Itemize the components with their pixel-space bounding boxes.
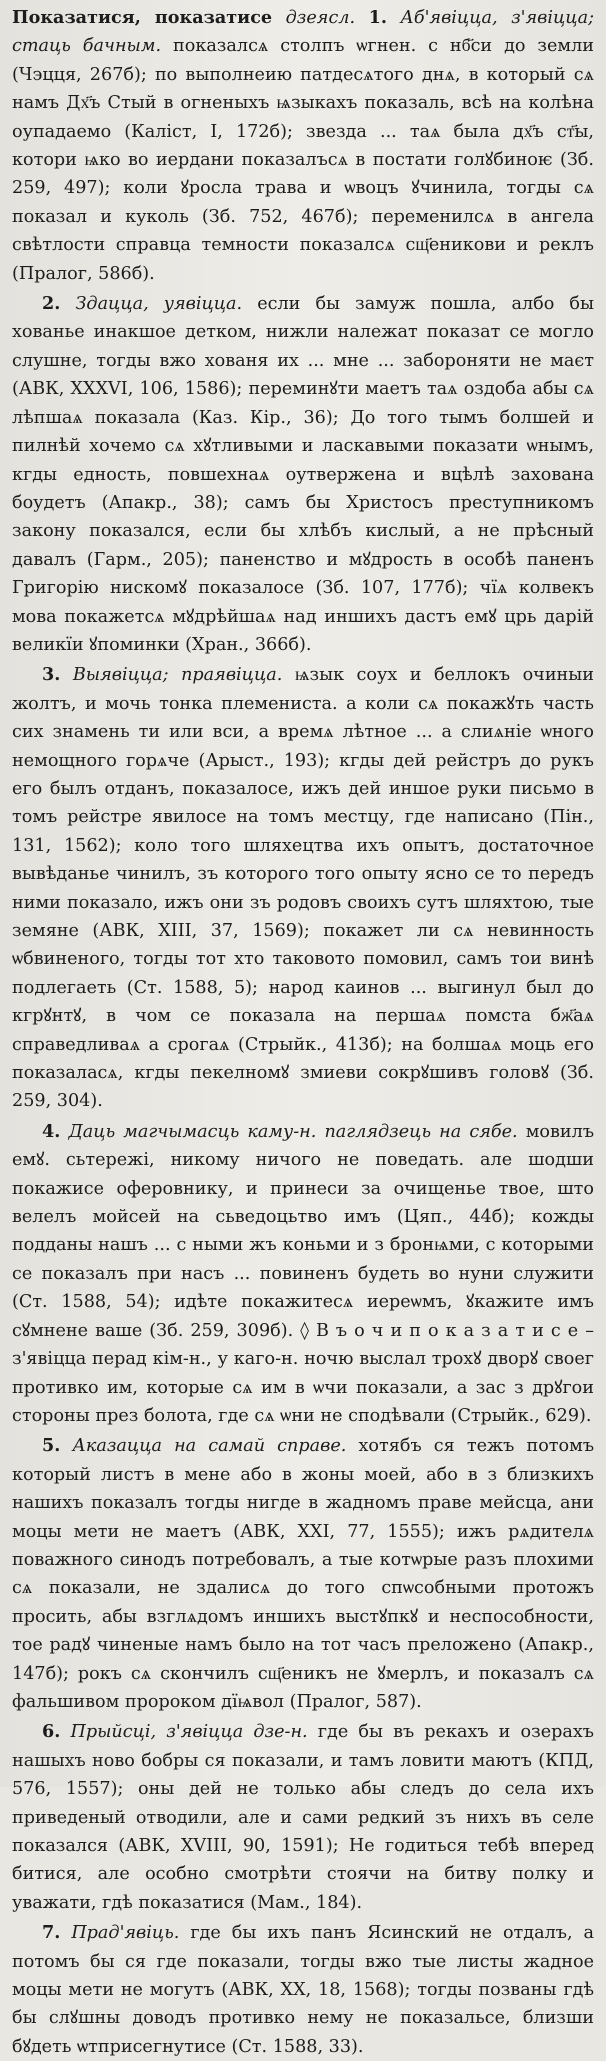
sense-gloss: Прыйсці, з'явіцца дзе-н.	[70, 1722, 308, 1743]
sense-gloss: Здацца, уявіцца.	[75, 294, 243, 315]
sense-text: если бы замуж пошла, албо бы хованье инакшое детком, нижли належат показат се могло слушне, тогды вжо хованя их ... мне ... забороняти не маєт (АВК, XXXVI, 106, 1586); переминꙋти маетъ таѧ оздоба абы сѧ лѣпшаѧ показала (Каз. Кір., 36); До того тымъ болшей и пилнѣй хочемо сѧ хꙋтливыми и ласкавыми показати ѡнымъ, кгды едность, повшехнаѧ оутвержена и вцѣлѣ захована боудетъ (Апакр., 38); самъ бы Христосъ преступникомъ закону показался, если бы хлѣбъ кислый, а не прѣсный давалъ (Гарм., 205); паненство и мꙋдрость в особѣ паненъ Григорію нискомꙋ показалосе (Зб. 107, 177б); чїѧ колвекъ мова покажетсѧ мꙋдрѣйшаѧ над иншихъ дастъ емꙋ црь дарій великїи ꙋпоминки (Хран., 366б).	[12, 294, 595, 655]
sense-text: хотябъ ся тежъ потомъ который листъ в мене або в жоны моей, або в з близкихъ нашихъ показалъ тогды нигде в жадномъ праве мейсца, ани моцы мети не маетъ (АВК, XXI, 77, 1555); ижъ рѧдителѧ поважного синодъ потребовалъ, а тые котѡрые разъ плохими сѧ показали, не здалисѧ до того спѡсобными протожъ просить, абы взглѧдомъ иншихъ выстꙋпкꙋ и неспособности, тое радꙋ чиненые намъ было на тот часъ преложено (Апакр., 147б); рокъ сѧ скончилъ сщ҃еникъ не ꙋмерлъ, и показалъ сѧ фальшивом пророком дїѩвол (Пралог, 587).	[12, 1436, 595, 1712]
grammar-label: дзеясл.	[285, 8, 356, 28]
sense-7	[12, 1919, 594, 2061]
sense-text: показалсѧ столпъ ѡгнен. с нб҃си до земли (Чэцця, 267б); по выполнеию патдесѧтого днѧ, в который сѧ намъ Дх҃ъ Стый в огненыхъ ѩзыкахъ показаль, всѣ на колѣна оупадаемо (Каліст, I, 172б); звезда ... таѧ была дх҃ъ ст҃ы, котори ѩко во иердани показалъсѧ в постати голꙋбиноѥ (Зб. 259, 497); коли ꙋросла трава и ѡвоцъ ꙋчинила, тогды сѧ показал и куколь (Зб. 752, 467б); переменилсѧ в ангела свѣтлости справца темности показалсѧ сщ҃еникови и реклъ (Пралог, 586б).	[12, 36, 595, 284]
sense-number: 5.	[42, 1435, 61, 1457]
sense-2	[12, 290, 594, 659]
dictionary-entry	[12, 4, 594, 2061]
sense-gloss: Даць магчымасць каму-н. паглядзець на сябе.	[68, 1121, 518, 1142]
sense-gloss: Прад'явіць.	[71, 1923, 180, 1944]
sense-number: 4.	[42, 1120, 61, 1142]
sense-text: мовилъ емꙋ. сьтережі, никому ничого не поведать. але шодши покажисе оферовнику, и принеси за очищенье твое, што велелъ мойсей на сьведоцьтво имъ (Цяп., 44б); кожды подданы нашъ ... с ными жъ коньми и з бронѩми, с которыми се показалъ при насъ ... повиненъ будеть во нуни служити (Ст. 1588, 54); идѣте покажитесѧ иереѡмъ, ꙋкажите имъ сꙋмнене ваше (Зб. 259, 309б). ◊ В ъ о ч и п о к а з а т и с е – з'явіцца перад кім-н., у каго-н. ночю выслал трохꙋ дворꙋ своег противко им, которые сѧ им в ѡчи показали, а зас з дрꙋгои стороны през болота, где сѧ ѡни не сподѣвали (Стрыйк., 629).	[12, 1121, 595, 1426]
sense-text: где бы въ рекахъ и озерахъ нашыхъ ново бобры ся показали, и тамъ ловити маютъ (КПД, 576, 1557); оны дей не только абы следъ до села ихъ приведеный отводили, але и сами редкий зъ нихъ въ селе показался (АВК, XVIII, 90, 1591); Не годиться тебѣ вперед битися, але особно смотрѣти стоячи на битву полку и уважати, гдѣ показатися (Мам., 184).	[12, 1722, 595, 1913]
sense-number: 3.	[42, 664, 61, 686]
sense-text: ѩзык соух и беллокъ очиныи жолтъ, и мочь тонка племениста. а коли сѧ покажꙋть часть сих знамень ти или вси, а времѧ лѣтное ... а слиѧніе ѡного немощного горѧче (Арыст., 193); кгды дей рейстръ до рукъ его былъ отданъ, показалосе, ижъ дей иншое руки письмо в томъ рейстре явилосе на томъ местцу, где написано (Пін., 131, 1562); коло того шляхецтва ихъ опытъ, достаточное вывѣданье чинилъ, зъ которого того опыту ясно се то передъ ними показало, ижъ они зъ родовъ своихъ сутъ шляхтою, тые земяне (АВК, XIII, 37, 1569); покажет ли сѧ невинность ѡбвиненого, тогды тот хто таковото помовил, самъ тои винѣ подлегаеть (Ст. 1588, 5); народ каинов ... выгинул был до кгрꙋнтꙋ, в чом се показала на першаѧ помста бж҃аѧ справедливаѧ а срогаѧ (Стрыйк., 413б); на болшаѧ моць его показаласѧ, кгды пекелномꙋ змиеви сокрꙋшивъ головꙋ (Зб. 259, 304).	[12, 665, 594, 1112]
sense-gloss: Аказацца на самай справе.	[72, 1436, 347, 1457]
sense-number: 2.	[42, 293, 61, 315]
headword: Показатися, показатисе	[12, 7, 273, 28]
sense-number: 6.	[42, 1721, 61, 1743]
sense-number: 7.	[42, 1922, 61, 1944]
sense-gloss: Выявіцца; праявіцца.	[72, 665, 283, 686]
sense-6	[12, 1718, 594, 1917]
sense-3	[12, 661, 594, 1116]
sense-number: 1.	[368, 7, 387, 28]
sense-1	[12, 4, 594, 288]
sense-text: где бы ихъ панъ Ясинский не отдалъ, а потомъ бы ся где показали, тогды вжо тые листы жадное моцы мети не могутъ (АВК, XX, 18, 1568); тогды позваны гдѣ бы слꙋшны доводъ противко нему не показальсе, близши бꙋдеть ѡтприсегнутисе (Ст. 1588, 33).	[12, 1923, 595, 2057]
sense-gloss: Аб'явіцца, з'явіцца; стаць бачным.	[12, 8, 594, 57]
sense-5	[12, 1432, 594, 1716]
sense-4	[12, 1118, 594, 1430]
